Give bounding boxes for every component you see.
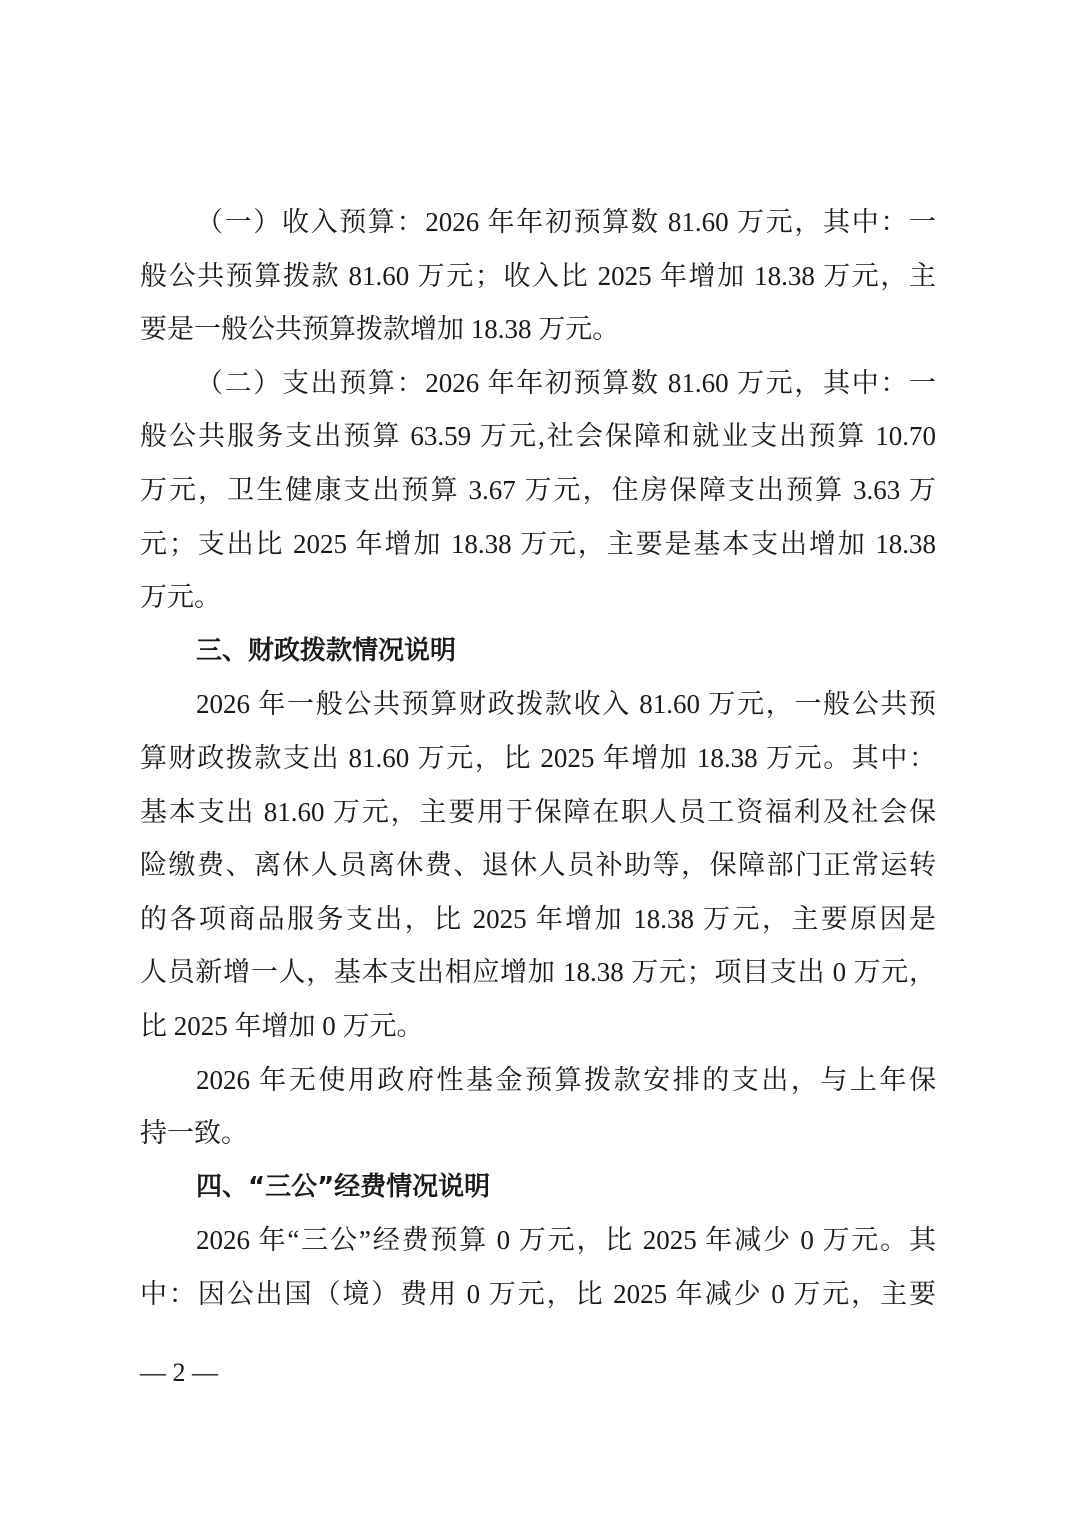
- text-line: 万元，卫生健康支出预算 3.67 万元，住房保障支出预算 3.63 万: [140, 475, 936, 505]
- text-line: 2026 年无使用政府性基金预算拨款安排的支出，与上年保: [196, 1064, 936, 1095]
- text-line: 2026 年“三公”经费预算 0 万元，比 2025 年减少 0 万元。其: [196, 1225, 936, 1256]
- text-line: 算财政拨款支出 81.60 万元，比 2025 年增加 18.38 万元。其中：: [140, 743, 936, 773]
- text-line: 般公共服务支出预算 63.59 万元,社会保障和就业支出预算 10.70: [140, 421, 936, 452]
- text-line: 中：因公出国（境）费用 0 万元，比 2025 年减少 0 万元，主要: [140, 1279, 936, 1309]
- text-line: 基本支出 81.60 万元，主要用于保障在职人员工资福利及社会保: [140, 796, 936, 827]
- section-heading: 四、“三公”经费情况说明: [196, 1171, 491, 1202]
- text-line: 2026 年一般公共预算财政拨款收入 81.60 万元，一般公共预: [196, 689, 936, 720]
- text-line: 持一致。: [140, 1118, 248, 1149]
- text-line: 的各项商品服务支出，比 2025 年增加 18.38 万元，主要原因是: [140, 903, 936, 934]
- text-line: 要是一般公共预算拨款增加 18.38 万元。: [140, 314, 620, 345]
- text-line: 万元。: [140, 582, 221, 613]
- text-line: （二）支出预算：2026 年年初预算数 81.60 万元，其中：一: [196, 367, 936, 398]
- section-heading: 三、财政拨款情况说明: [196, 635, 457, 666]
- text-line: （一）收入预算：2026 年年初预算数 81.60 万元，其中：一: [196, 207, 936, 237]
- text-line: 元；支出比 2025 年增加 18.38 万元，主要是基本支出增加 18.38: [140, 528, 936, 559]
- text-line: 险缴费、离休人员离休费、退休人员补助等，保障部门正常运转: [140, 850, 936, 881]
- text-line: 人员新增一人，基本支出相应增加 18.38 万元；项目支出 0 万元，: [140, 957, 936, 988]
- text-line: 般公共预算拨款 81.60 万元；收入比 2025 年增加 18.38 万元，主: [140, 260, 936, 291]
- text-line: 比 2025 年增加 0 万元。: [140, 1011, 424, 1041]
- page-number: — 2 —: [140, 1358, 218, 1387]
